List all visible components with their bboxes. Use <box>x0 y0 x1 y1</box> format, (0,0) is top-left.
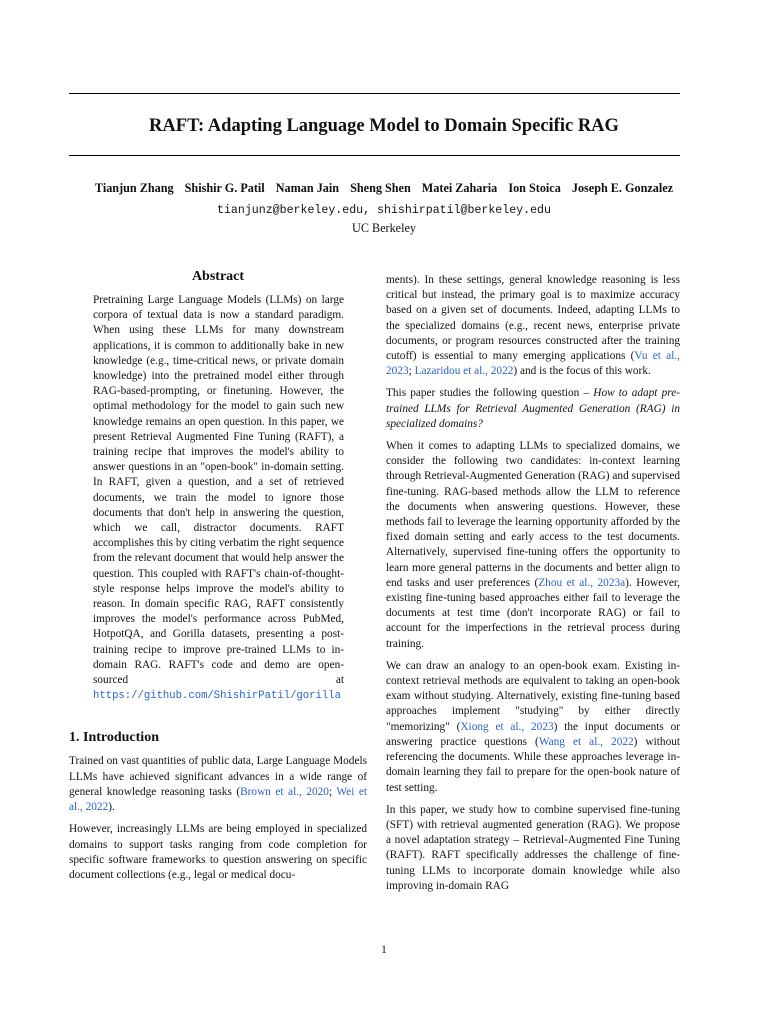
author-name: Naman Jain <box>275 181 340 195</box>
text-run: ). <box>108 801 115 814</box>
text-run: We can draw an analogy to an open-book exam. Existing in-context retrieval methods are equivalent to taking an open-book exam without studying. Alternatively, existing fine-tuning based approaches implement "studying" by either directly "memorizing" ( <box>386 659 680 733</box>
text-run: ments). In these settings, general knowledge reasoning is less critical but instead, the primary goal is to maximize accuracy based on a given set of documents. Indeed, adapting LLMs to the specialized domains (e.g., recent news, enterprise private documents, or program resources constructed after the training cutoff) is essential to many emerging applications ( <box>386 274 680 363</box>
code-link[interactable]: https://github.com/ShishirPatil/gorilla <box>93 690 341 703</box>
page-number: 1 <box>381 944 387 956</box>
author-emails: tianjunz@berkeley.edu, shishirpatil@berkeley.edu <box>217 204 551 217</box>
title-rule-top <box>69 93 680 94</box>
author-name: Joseph E. Gonzalez <box>571 181 674 195</box>
paper-title: RAFT: Adapting Language Model to Domain Specific RAG <box>149 116 619 136</box>
author-name: Ion Stoica <box>508 181 561 195</box>
text-run: This paper studies the following question – <box>386 387 594 400</box>
abstract-heading: Abstract <box>191 269 245 284</box>
citation-link[interactable]: Wei et al., 2022 <box>69 785 367 814</box>
author-list <box>0 180 768 196</box>
author-name: Matei Zaharia <box>421 181 498 195</box>
citation-link[interactable]: Zhou et al., 2023a <box>538 576 626 589</box>
author-name: Sheng Shen <box>350 181 411 195</box>
abstract-text <box>93 293 344 704</box>
intro-paragraph-2: However, increasingly LLMs are being employed in specialized domains to support tasks ranging from code completion for specific software frameworks to question answering on specific document collections (e.g., legal or medical docu- <box>69 823 367 881</box>
right-paragraph-2 <box>386 386 680 432</box>
citation-link[interactable]: Xiong et al., 2023 <box>460 720 554 733</box>
right-column <box>386 273 680 901</box>
right-paragraph-4 <box>386 659 680 796</box>
research-question: How to adapt pre-trained LLMs for Retrieval Augmented Generation (RAG) in specialized domains? <box>386 387 680 430</box>
right-paragraph-3 <box>386 439 680 652</box>
author-name: Tianjun Zhang <box>94 181 174 195</box>
intro-paragraph-1 <box>69 754 367 815</box>
text-run: ; <box>328 785 337 798</box>
citation-link[interactable]: Vu et al., 2023 <box>386 350 680 378</box>
right-paragraph-1 <box>386 273 680 379</box>
abstract-body: Pretraining Large Language Models (LLMs) on large corpora of textual data is now a standard paradigm. When using these LLMs for many downstream applications, it is common to additionally bake in new knowledge (e.g., time-critical news, or private domain knowledge) into the pretrained model either through RAG-based-prompting, or finetuning. However, the optimal methodology for the model to gain such new knowledge remains an open question. In this paper, we present Retrieval Augmented Fine Tuning (RAFT), a training recipe that improves the model's ability to answer questions in an "open-book" in-domain setting. In RAFT, given a question, and a set of retrieved documents, we train the model to ignore those documents that don't help in answering the question, which we call, distractor documents. RAFT accomplishes this by citing verbatim the right sequence from the relevant document that would help answer the question. This coupled with RAFT's chain-of-thought-style response helps improve the model's ability to reason. In domain specific RAG, RAFT consistently improves the model's performance across PubMed, HotpotQA, and Gorilla datasets, presenting a post-training recipe to improve pre-trained LLMs to in-domain RAG. RAFT's code and demo are open-sourced at <box>93 294 344 687</box>
text-run: ; <box>408 365 415 378</box>
left-column <box>69 268 367 890</box>
title-rule-bottom <box>69 155 680 156</box>
citation-link[interactable]: Brown et al., 2020 <box>240 785 329 798</box>
citation-link[interactable]: Wang et al., 2022 <box>538 735 634 748</box>
text-run: ) and is the focus of this work. <box>513 365 651 378</box>
affiliation: UC Berkeley <box>352 221 416 235</box>
author-name: Shishir G. Patil <box>184 181 265 195</box>
text-run: When it comes to adapting LLMs to specialized domains, we consider the following two candidates: in-context learning through Retrieval-Augmented Generation (RAG) and supervised fine-tuning. RAG-based methods allow the LLM to reference the documents when answering questions. However, these methods fail to leverage the learning opportunity afforded by the fixed domain setting and early access to the test documents. Alternatively, supervised fine-tuning offers the opportunity to learn more general patterns in the documents and better align to end tasks and user preferences ( <box>386 440 680 589</box>
text-run: Trained on vast quantities of public data, Large Language Models LLMs have achieved significant advances in a wide range of general knowledge reasoning tasks ( <box>69 755 367 798</box>
text-run: ) the input documents or answering practice questions ( <box>386 720 681 748</box>
right-paragraph-5: In this paper, we study how to combine supervised fine-tuning (SFT) with retrieval augmented generation (RAG). We propose a novel adaptation strategy – Retrieval-Augmented Fine Tuning (RAFT). RAFT specifically addresses the challenge of fine-tuning LLMs to incorporate domain knowledge while also improving in-domain RAG <box>386 803 680 892</box>
text-run: ). However, existing fine-tuning based approaches either fail to leverage the documents at test time (don't incorporate RAG) or fail to account for the imperfections in the retrieval process during training. <box>386 576 681 650</box>
text-run: ) without referencing the documents. While these approaches leverage in-domain learning they fail to prepare for the open-book nature of test setting. <box>386 735 681 794</box>
introduction-heading: 1. Introduction <box>69 730 159 746</box>
citation-link[interactable]: Lazaridou et al., 2022 <box>414 365 514 378</box>
